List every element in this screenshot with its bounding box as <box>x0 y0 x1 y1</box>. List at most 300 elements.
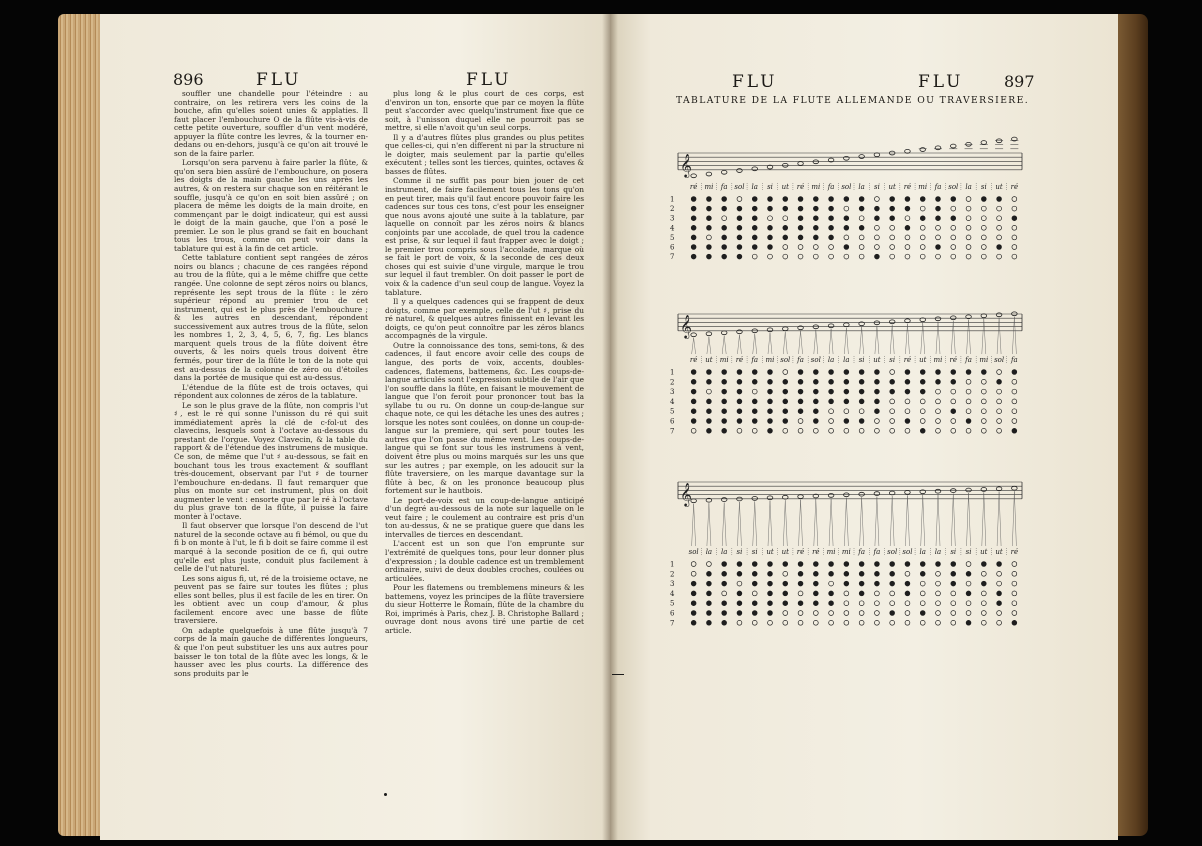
note-head <box>966 488 972 492</box>
finger-hole-mark <box>981 197 986 202</box>
finger-hole-mark <box>936 581 941 586</box>
finger-hole-mark <box>859 245 864 250</box>
finger-hole-mark <box>890 399 895 404</box>
note-head <box>721 170 727 174</box>
finger-hole-mark <box>859 206 864 211</box>
finger-hole-mark <box>966 235 971 240</box>
note-head <box>798 495 804 499</box>
finger-hole-mark <box>1012 620 1017 625</box>
finger-hole-mark <box>798 399 803 404</box>
finger-hole-mark <box>920 245 925 250</box>
finger-hole-mark <box>691 419 696 424</box>
finger-hole-mark <box>722 216 727 221</box>
finger-hole-mark <box>920 620 925 625</box>
note-label: fa <box>858 548 866 556</box>
finger-hole-mark <box>691 591 696 596</box>
finger-hole-mark <box>951 254 956 259</box>
finger-hole-mark <box>875 379 880 384</box>
note-label: sol <box>841 183 852 191</box>
finger-hole-mark <box>783 225 788 230</box>
finger-hole-mark <box>737 591 742 596</box>
finger-hole-mark <box>829 235 834 240</box>
finger-hole-mark <box>966 245 971 250</box>
note-label: fa <box>827 183 835 191</box>
finger-hole-mark <box>844 379 849 384</box>
row-number: 1 <box>670 195 675 204</box>
finger-hole-mark <box>691 370 696 375</box>
finger-hole-mark <box>691 254 696 259</box>
finger-hole-mark <box>813 216 818 221</box>
finger-hole-mark <box>752 419 757 424</box>
finger-hole-mark <box>844 571 849 576</box>
finger-hole-mark <box>997 225 1002 230</box>
finger-hole-mark <box>875 254 880 259</box>
finger-hole-mark <box>722 562 727 567</box>
finger-hole-mark <box>829 245 834 250</box>
finger-hole-mark <box>768 389 773 394</box>
note-label: la <box>843 356 850 364</box>
finger-hole-mark <box>813 206 818 211</box>
finger-hole-mark <box>752 399 757 404</box>
finger-hole-mark <box>737 389 742 394</box>
finger-hole-mark <box>981 235 986 240</box>
note-label: ut <box>766 548 774 556</box>
finger-hole-mark <box>1012 601 1017 606</box>
finger-hole-mark <box>829 379 834 384</box>
finger-hole-mark <box>707 216 712 221</box>
treble-clef-icon: 𝄞 <box>680 313 692 338</box>
finger-hole-mark <box>951 601 956 606</box>
finger-hole-mark <box>798 601 803 606</box>
finger-hole-mark <box>813 571 818 576</box>
note-head <box>737 169 743 173</box>
finger-hole-mark <box>691 601 696 606</box>
finger-hole-mark <box>722 370 727 375</box>
row-number: 6 <box>670 417 675 426</box>
finger-hole-mark <box>966 370 971 375</box>
finger-hole-mark <box>783 389 788 394</box>
note-head <box>874 492 880 496</box>
finger-hole-mark <box>691 428 696 433</box>
note-label: ré <box>735 356 744 364</box>
finger-hole-mark <box>813 254 818 259</box>
finger-hole-mark <box>737 419 742 424</box>
note-label: la <box>919 548 926 556</box>
finger-hole-mark <box>722 399 727 404</box>
finger-hole-mark <box>752 216 757 221</box>
finger-hole-mark <box>798 206 803 211</box>
finger-hole-mark <box>1012 216 1017 221</box>
finger-hole-mark <box>829 611 834 616</box>
finger-hole-mark <box>890 611 895 616</box>
note-head <box>935 317 941 321</box>
finger-hole-mark <box>951 206 956 211</box>
finger-hole-mark <box>798 591 803 596</box>
finger-hole-mark <box>951 409 956 414</box>
note-label: ut <box>919 356 927 364</box>
finger-hole-mark <box>813 197 818 202</box>
finger-hole-mark <box>768 611 773 616</box>
note-label: mi <box>826 548 836 556</box>
finger-hole-mark <box>798 197 803 202</box>
finger-hole-mark <box>829 562 834 567</box>
finger-hole-mark <box>920 379 925 384</box>
note-label: si <box>873 183 880 191</box>
finger-hole-mark <box>737 611 742 616</box>
finger-hole-mark <box>875 571 880 576</box>
finger-hole-mark <box>752 562 757 567</box>
finger-hole-mark <box>920 370 925 375</box>
finger-hole-mark <box>707 620 712 625</box>
finger-hole-mark <box>844 611 849 616</box>
row-number: 2 <box>670 570 675 579</box>
note-head <box>828 324 834 328</box>
finger-hole-mark <box>752 245 757 250</box>
finger-hole-mark <box>707 591 712 596</box>
finger-hole-mark <box>722 197 727 202</box>
finger-hole-mark <box>905 428 910 433</box>
finger-hole-mark <box>691 216 696 221</box>
finger-hole-mark <box>997 389 1002 394</box>
note-label: ut <box>995 548 1003 556</box>
finger-hole-mark <box>981 370 986 375</box>
note-label: sol <box>994 356 1005 364</box>
finger-hole-mark <box>844 409 849 414</box>
finger-hole-mark <box>707 601 712 606</box>
finger-hole-mark <box>737 399 742 404</box>
finger-hole-mark <box>936 216 941 221</box>
row-number: 7 <box>670 253 675 262</box>
right-running-head-2: FLU <box>918 72 964 92</box>
finger-hole-mark <box>1012 428 1017 433</box>
finger-hole-mark <box>707 225 712 230</box>
finger-hole-mark <box>936 225 941 230</box>
note-head <box>706 332 712 336</box>
finger-hole-mark <box>813 601 818 606</box>
finger-hole-mark <box>783 197 788 202</box>
finger-hole-mark <box>920 571 925 576</box>
finger-hole-mark <box>890 620 895 625</box>
note-head <box>996 139 1002 143</box>
finger-hole-mark <box>859 216 864 221</box>
finger-hole-mark <box>875 399 880 404</box>
finger-hole-mark <box>966 562 971 567</box>
finger-hole-mark <box>875 235 880 240</box>
paragraph: Le son le plus grave de la flûte, non compris l'ut ♯, est le ré qui sonne l'unisson du ré qui suit immédiatement après la clé de c-fol-ut des clavecins, lesquels sont à l'octave au-dessous du prestant de l'orgue. Voyez Clavecin, & la table du rapport & de l'étendue des instrumens de musique. Ce son, de même que l'ut ♯ au-dessous, se fait en bouchant tous les trous exactement & soufflant très-doucement, observant par l'ut ♯ de tourner l'embouchure en-dedans. Il faut remarquer que plus on monte sur cet instrument, plus on doit augmenter le vent : ensorte que par le ré à l'octave du plus grave ton de la flûte, il puisse la faire monter à l'octave. <box>174 400 368 521</box>
finger-hole-mark <box>707 197 712 202</box>
finger-hole-mark <box>966 206 971 211</box>
note-label: mi <box>765 356 775 364</box>
finger-hole-mark <box>981 216 986 221</box>
finger-hole-mark <box>966 581 971 586</box>
finger-hole-mark <box>981 245 986 250</box>
finger-hole-mark <box>722 591 727 596</box>
note-label: ré <box>796 183 805 191</box>
finger-hole-mark <box>752 254 757 259</box>
finger-hole-mark <box>951 591 956 596</box>
finger-hole-mark <box>691 409 696 414</box>
finger-hole-mark <box>859 389 864 394</box>
finger-hole-mark <box>981 562 986 567</box>
finger-hole-mark <box>722 379 727 384</box>
finger-hole-mark <box>890 389 895 394</box>
note-head <box>737 330 743 334</box>
finger-hole-mark <box>905 591 910 596</box>
note-label: sol <box>780 356 791 364</box>
finger-hole-mark <box>875 216 880 221</box>
finger-hole-mark <box>920 225 925 230</box>
finger-hole-mark <box>890 428 895 433</box>
finger-hole-mark <box>813 225 818 230</box>
finger-hole-mark <box>752 197 757 202</box>
finger-hole-mark <box>951 235 956 240</box>
finger-hole-mark <box>1012 370 1017 375</box>
note-label: la <box>705 548 713 556</box>
finger-hole-mark <box>997 428 1002 433</box>
note-label: mi <box>979 356 989 364</box>
left-running-head-1: FLU <box>256 70 302 90</box>
finger-hole-mark <box>722 620 727 625</box>
finger-hole-mark <box>783 601 788 606</box>
note-label: fa <box>797 356 804 364</box>
note-label: la <box>858 183 865 191</box>
finger-hole-mark <box>997 581 1002 586</box>
finger-hole-mark <box>890 571 895 576</box>
row-number: 1 <box>670 560 675 569</box>
note-head <box>920 148 926 152</box>
note-label: mi <box>918 183 928 191</box>
note-head <box>782 163 788 167</box>
finger-hole-mark <box>844 254 849 259</box>
finger-hole-mark <box>783 611 788 616</box>
note-head <box>782 327 788 331</box>
finger-hole-mark <box>768 379 773 384</box>
finger-hole-mark <box>997 409 1002 414</box>
finger-hole-mark <box>920 409 925 414</box>
right-page-number: 897 <box>1004 72 1035 91</box>
finger-hole-mark <box>737 620 742 625</box>
finger-hole-mark <box>768 419 773 424</box>
finger-hole-mark <box>798 379 803 384</box>
finger-hole-mark <box>936 428 941 433</box>
note-label: si <box>751 548 758 556</box>
note-label: si <box>889 356 896 364</box>
finger-hole-mark <box>844 562 849 567</box>
finger-hole-mark <box>936 206 941 211</box>
finger-hole-mark <box>844 419 849 424</box>
finger-hole-mark <box>691 379 696 384</box>
finger-hole-mark <box>936 254 941 259</box>
note-head <box>767 328 773 332</box>
finger-hole-mark <box>966 409 971 414</box>
note-label: la <box>934 548 942 556</box>
note-label: fa <box>873 548 881 556</box>
finger-hole-mark <box>752 591 757 596</box>
finger-hole-mark <box>875 581 880 586</box>
finger-hole-mark <box>691 206 696 211</box>
finger-hole-mark <box>875 562 880 567</box>
finger-hole-mark <box>813 245 818 250</box>
finger-hole-mark <box>875 225 880 230</box>
note-label: ré <box>949 356 958 364</box>
note-head <box>950 144 956 148</box>
finger-hole-mark <box>859 225 864 230</box>
note-label: si <box>736 548 743 556</box>
printer-mark <box>384 793 387 796</box>
finger-hole-mark <box>890 206 895 211</box>
finger-hole-mark <box>859 611 864 616</box>
finger-hole-mark <box>707 571 712 576</box>
finger-hole-mark <box>707 409 712 414</box>
finger-hole-mark <box>707 245 712 250</box>
finger-hole-mark <box>875 409 880 414</box>
finger-hole-mark <box>997 370 1002 375</box>
finger-hole-mark <box>829 225 834 230</box>
finger-hole-mark <box>844 399 849 404</box>
finger-hole-mark <box>829 601 834 606</box>
finger-hole-mark <box>707 399 712 404</box>
note-head <box>981 141 987 145</box>
note-label: si <box>950 548 957 556</box>
finger-hole-mark <box>768 562 773 567</box>
book-cover-edge-right <box>1118 14 1148 836</box>
finger-hole-mark <box>951 379 956 384</box>
finger-hole-mark <box>890 216 895 221</box>
row-number: 5 <box>670 407 675 416</box>
note-label: mi <box>841 548 851 556</box>
finger-hole-mark <box>691 399 696 404</box>
paragraph: Il y a quelques cadences qui se frappent de deux doigts, comme par exemple, celle de l'ut ♯, prise du ré naturel, & quelques autres finissent en levant les doigts, ce qu'on peut connoître par les zéros blancs accompagnés de la virgule. <box>385 297 584 341</box>
note-label: la <box>720 548 728 556</box>
note-label: ut <box>980 548 988 556</box>
right-running-head-1: FLU <box>732 72 778 92</box>
finger-hole-mark <box>737 206 742 211</box>
finger-hole-mark <box>691 389 696 394</box>
finger-hole-mark <box>844 206 849 211</box>
finger-hole-mark <box>890 235 895 240</box>
finger-hole-mark <box>981 206 986 211</box>
finger-hole-mark <box>798 225 803 230</box>
note-label: fa <box>965 356 972 364</box>
finger-hole-mark <box>768 581 773 586</box>
finger-hole-mark <box>798 370 803 375</box>
finger-hole-mark <box>981 419 986 424</box>
finger-hole-mark <box>752 370 757 375</box>
note-label: la <box>827 356 835 364</box>
finger-hole-mark <box>1012 409 1017 414</box>
note-label: mi <box>704 183 714 191</box>
finger-hole-mark <box>707 254 712 259</box>
finger-hole-mark <box>936 245 941 250</box>
finger-hole-mark <box>691 571 696 576</box>
finger-hole-mark <box>752 571 757 576</box>
finger-hole-mark <box>768 571 773 576</box>
note-label: si <box>965 548 972 556</box>
left-page-number: 896 <box>173 70 204 89</box>
note-label: ré <box>812 548 820 556</box>
note-label: ut <box>995 183 1003 191</box>
finger-hole-mark <box>1012 399 1017 404</box>
finger-hole-mark <box>890 562 895 567</box>
finger-hole-mark <box>783 571 788 576</box>
finger-hole-mark <box>722 225 727 230</box>
finger-hole-mark <box>829 197 834 202</box>
finger-hole-mark <box>783 562 788 567</box>
finger-hole-mark <box>966 399 971 404</box>
finger-hole-mark <box>798 562 803 567</box>
row-number: 5 <box>670 599 675 608</box>
note-label: ré <box>689 356 698 364</box>
finger-hole-mark <box>844 581 849 586</box>
finger-hole-mark <box>768 254 773 259</box>
finger-hole-mark <box>1012 571 1017 576</box>
finger-hole-mark <box>920 601 925 606</box>
finger-hole-mark <box>707 428 712 433</box>
finger-hole-mark <box>936 562 941 567</box>
row-number: 6 <box>670 243 675 252</box>
finger-hole-mark <box>859 428 864 433</box>
finger-hole-mark <box>722 235 727 240</box>
finger-hole-mark <box>844 601 849 606</box>
finger-hole-mark <box>997 235 1002 240</box>
finger-hole-mark <box>875 197 880 202</box>
finger-hole-mark <box>905 409 910 414</box>
finger-hole-mark <box>920 419 925 424</box>
finger-hole-mark <box>905 620 910 625</box>
finger-hole-mark <box>966 379 971 384</box>
finger-hole-mark <box>875 419 880 424</box>
row-number: 4 <box>670 397 675 406</box>
finger-hole-mark <box>981 620 986 625</box>
finger-hole-mark <box>829 216 834 221</box>
finger-hole-mark <box>752 601 757 606</box>
finger-hole-mark <box>859 581 864 586</box>
finger-hole-mark <box>981 254 986 259</box>
finger-hole-mark <box>768 216 773 221</box>
margin-mark <box>612 674 624 675</box>
finger-hole-mark <box>813 379 818 384</box>
finger-hole-mark <box>920 389 925 394</box>
left-running-head-2: FLU <box>466 70 512 90</box>
finger-hole-mark <box>997 245 1002 250</box>
paragraph: Il y a d'autres flûtes plus grandes ou plus petites que celles-ci, qui n'en different ni par la structure ni le doigter, mais seulement par la partie qu'elles exécutent ; telles sont les tierces, quintes, octaves & basses de flûtes. <box>385 132 584 176</box>
note-label: la <box>751 183 758 191</box>
finger-hole-mark <box>813 562 818 567</box>
finger-hole-mark <box>951 370 956 375</box>
paragraph: L'étendue de la flûte est de trois octaves, qui répondent aux colonnes de zéros de la tablature. <box>174 382 368 401</box>
finger-hole-mark <box>768 245 773 250</box>
finger-hole-mark <box>920 562 925 567</box>
finger-hole-mark <box>768 428 773 433</box>
note-head <box>874 153 880 157</box>
finger-hole-mark <box>783 591 788 596</box>
finger-hole-mark <box>981 571 986 576</box>
finger-hole-mark <box>768 409 773 414</box>
finger-hole-mark <box>966 419 971 424</box>
finger-hole-mark <box>966 216 971 221</box>
note-label: fa <box>1010 356 1018 364</box>
finger-hole-mark <box>859 571 864 576</box>
text-column-1 <box>174 89 368 678</box>
note-label: ut <box>888 183 896 191</box>
finger-hole-mark <box>737 562 742 567</box>
finger-hole-mark <box>691 620 696 625</box>
tablature-table-3 <box>660 456 1032 634</box>
finger-hole-mark <box>936 601 941 606</box>
finger-hole-mark <box>798 254 803 259</box>
note-label: ré <box>1010 183 1019 191</box>
tablature-table-2 <box>660 290 1032 440</box>
